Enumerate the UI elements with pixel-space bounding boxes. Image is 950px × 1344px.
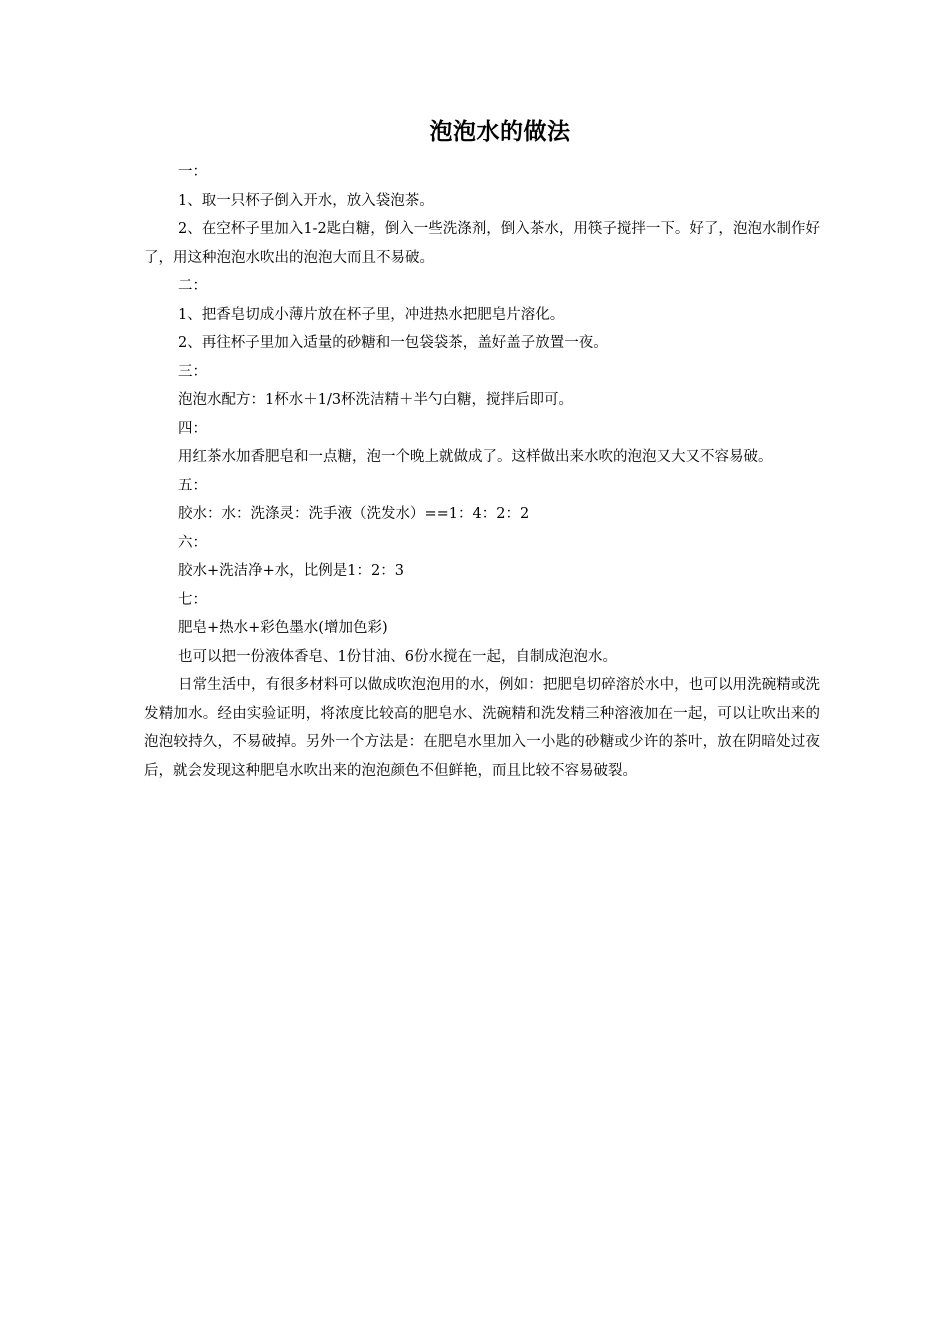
section-heading-7: 七：	[178, 591, 207, 608]
document-body	[144, 158, 820, 785]
paragraph: 1、把香皂切成小薄片放在杯子里，冲进热水把肥皂片溶化。	[178, 306, 565, 323]
paragraph: 泡泡水配方：1杯水＋1/3杯洗洁精＋半勺白糖，搅拌后即可。	[178, 392, 574, 408]
paragraph: 1、取一只杯子倒入开水，放入袋泡茶。	[178, 192, 434, 209]
paragraph: 用红茶水加香肥皂和一点糖，泡一个晚上就做成了。这样做出来水吹的泡泡又大又不容易破。	[178, 449, 773, 465]
paragraph: 2、在空杯子里加入1-2匙白糖，倒入一些洗涤剂，倒入茶水，用筷子搅拌一下。好了，泡泡水制作好了，用这种泡泡水吹出的泡泡大而且不易破。	[144, 221, 820, 266]
page-title: 泡泡水的做法	[429, 119, 571, 145]
section-heading-6: 六：	[178, 534, 207, 551]
section-heading-1: 一：	[178, 164, 207, 180]
paragraph: 胶水+洗洁净+水，比例是1：2：3	[178, 563, 404, 579]
section-heading-5: 五：	[178, 477, 207, 494]
paragraph: 也可以把一份液体香皂、1份甘油、6份水搅在一起，自制成泡泡水。	[178, 648, 617, 665]
paragraph: 2、再往杯子里加入适量的砂糖和一包袋袋茶，盖好盖子放置一夜。	[178, 335, 608, 351]
section-heading-4: 四：	[178, 420, 207, 437]
paragraph: 胶水：水：洗涤灵：洗手液（洗发水）==1：4：2：2	[178, 506, 530, 522]
section-heading-3: 三：	[178, 363, 207, 380]
paragraph: 日常生活中，有很多材料可以做成吹泡泡用的水，例如：把肥皂切碎溶於水中，也可以用洗碗精或洗发精加水。经由实验证明，将浓度比较高的肥皂水、洗碗精和洗发精三种溶液加在一起，可以让吹出来的泡泡较持久，不易破掉。另外一个方法是：在肥皂水里加入一小匙的砂糖或少许的茶叶，放在阴暗处过夜后，就会发现这种肥皂水吹出来的泡泡颜色不但鲜艳，而且比较不容易破裂。	[144, 677, 820, 779]
paragraph: 肥皂+热水+彩色墨水(增加色彩)	[178, 620, 388, 636]
section-heading-2: 二：	[178, 278, 207, 294]
